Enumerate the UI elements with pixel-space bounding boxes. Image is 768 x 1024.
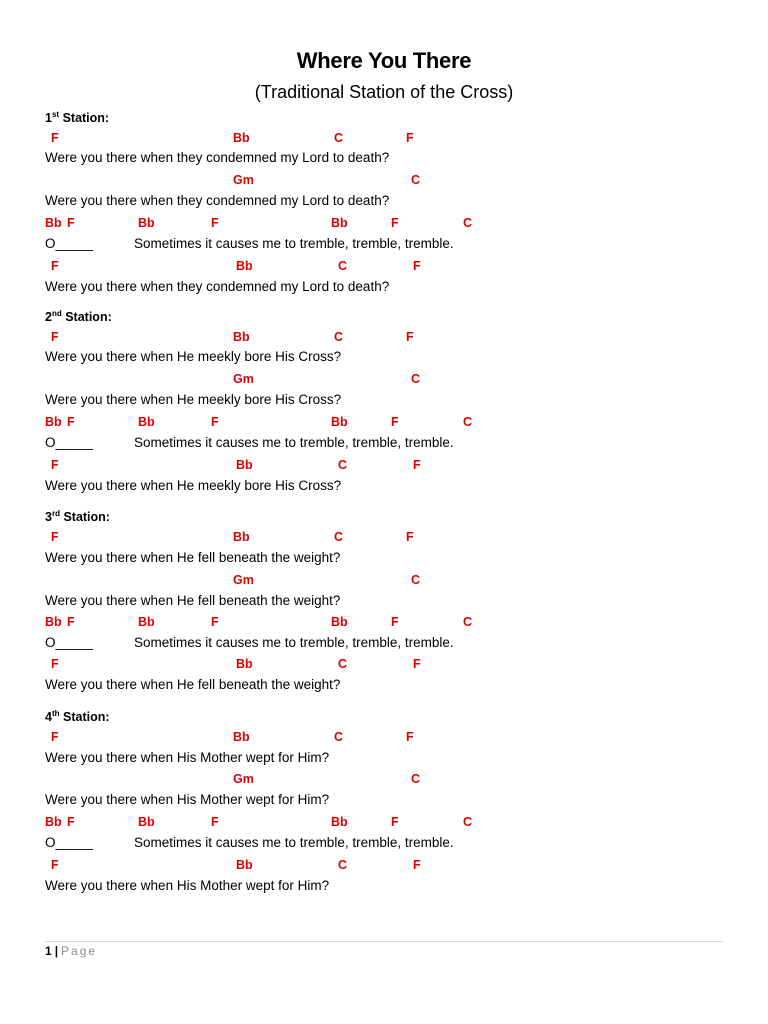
- chord: F: [51, 259, 59, 273]
- chord: Bb: [331, 216, 348, 230]
- chord: F: [413, 657, 421, 671]
- chord-line: [0, 458, 768, 474]
- chord: Bb: [331, 415, 348, 429]
- chord: Gm: [233, 173, 254, 187]
- lyric-line: Were you there when He meekly bore His Cross?: [45, 392, 342, 407]
- station-heading: 2nd Station:: [45, 309, 112, 324]
- refrain-line: O_____ Sometimes it causes me to tremble, tremble, tremble.: [45, 835, 454, 850]
- chord: C: [463, 615, 473, 629]
- chord: F: [211, 815, 219, 829]
- lyric-line: Were you there when His Mother wept for Him?: [45, 792, 330, 807]
- chord-line: [0, 415, 768, 431]
- chord: F: [406, 330, 414, 344]
- chord: F: [51, 458, 59, 472]
- chord: F: [391, 815, 399, 829]
- refrain-line: O_____ Sometimes it causes me to tremble, tremble, tremble.: [45, 435, 454, 450]
- chord-line: [0, 530, 768, 546]
- chord: Bb: [236, 259, 253, 273]
- chord: C: [463, 216, 473, 230]
- chord: F: [391, 415, 399, 429]
- page-footer: [45, 944, 97, 958]
- lyric-line: Were you there when He fell beneath the weight?: [45, 593, 341, 608]
- page-label: Page: [61, 944, 98, 958]
- chord: F: [211, 615, 219, 629]
- refrain-line: O_____ Sometimes it causes me to tremble, tremble, tremble.: [45, 635, 454, 650]
- chord-line: [0, 372, 768, 388]
- chord: Bb: [45, 415, 62, 429]
- chord: C: [334, 530, 344, 544]
- chord: C: [411, 372, 421, 386]
- footer-separator: |: [54, 944, 59, 958]
- station-heading: 3rd Station:: [45, 509, 110, 524]
- chord: Bb: [331, 815, 348, 829]
- chord: F: [413, 458, 421, 472]
- chord: Bb: [233, 330, 250, 344]
- chord: C: [463, 815, 473, 829]
- chord: F: [413, 858, 421, 872]
- chord-line: [0, 615, 768, 631]
- chord: C: [334, 131, 344, 145]
- chord-line: [0, 216, 768, 232]
- chord: Bb: [233, 131, 250, 145]
- station-heading: 1st Station:: [45, 110, 110, 125]
- chord: Bb: [45, 815, 62, 829]
- chord: F: [51, 330, 59, 344]
- chord: C: [334, 330, 344, 344]
- chord: C: [338, 858, 348, 872]
- chord: Gm: [233, 372, 254, 386]
- chord: F: [51, 730, 59, 744]
- chord: F: [406, 730, 414, 744]
- page-number: 1: [45, 944, 52, 958]
- lyric-line: Were you there when He meekly bore His Cross?: [45, 349, 342, 364]
- chord-line: [0, 657, 768, 673]
- chord: F: [51, 858, 59, 872]
- chord: F: [406, 131, 414, 145]
- lyric-line: Were you there when they condemned my Lord to death?: [45, 279, 390, 294]
- chord: F: [406, 530, 414, 544]
- chord: C: [338, 259, 348, 273]
- chord-line: [0, 858, 768, 874]
- chord: F: [391, 216, 399, 230]
- chord: Bb: [138, 615, 155, 629]
- chord: Bb: [138, 216, 155, 230]
- chord-line: [0, 815, 768, 831]
- chord: C: [338, 458, 348, 472]
- song-subtitle: (Traditional Station of the Cross): [254, 82, 514, 102]
- chord: Bb: [138, 815, 155, 829]
- lyric-line: Were you there when they condemned my Lord to death?: [45, 193, 390, 208]
- chord: F: [67, 415, 75, 429]
- chord: F: [67, 815, 75, 829]
- chord: F: [413, 259, 421, 273]
- chord-line: [0, 573, 768, 589]
- refrain-line: O_____ Sometimes it causes me to tremble, tremble, tremble.: [45, 236, 454, 251]
- chord-line: [0, 772, 768, 788]
- chord: C: [334, 730, 344, 744]
- chord-line: [0, 173, 768, 189]
- chord: C: [463, 415, 473, 429]
- chord: Bb: [236, 858, 253, 872]
- chord: F: [391, 615, 399, 629]
- chord: F: [67, 216, 75, 230]
- chord: C: [338, 657, 348, 671]
- chord: F: [67, 615, 75, 629]
- chord: Bb: [236, 458, 253, 472]
- lyric-line: Were you there when they condemned my Lord to death?: [45, 150, 390, 165]
- lyric-line: Were you there when His Mother wept for Him?: [45, 878, 330, 893]
- chord: F: [211, 415, 219, 429]
- chord: C: [411, 573, 421, 587]
- lyric-line: Were you there when He meekly bore His Cross?: [45, 478, 342, 493]
- lyric-line: Were you there when He fell beneath the weight?: [45, 677, 341, 692]
- chord: F: [51, 530, 59, 544]
- chord: Bb: [331, 615, 348, 629]
- chord: Bb: [45, 615, 62, 629]
- lyric-line: Were you there when He fell beneath the weight?: [45, 550, 341, 565]
- chord: F: [211, 216, 219, 230]
- chord: F: [51, 131, 59, 145]
- chord: Bb: [233, 730, 250, 744]
- lyric-line: Were you there when His Mother wept for Him?: [45, 750, 330, 765]
- chord: Gm: [233, 573, 254, 587]
- chord: Gm: [233, 772, 254, 786]
- chord: Bb: [138, 415, 155, 429]
- station-heading: 4th Station:: [45, 709, 110, 724]
- chord: C: [411, 173, 421, 187]
- footer-divider: [45, 941, 723, 942]
- chord-line: [0, 730, 768, 746]
- chord: Bb: [233, 530, 250, 544]
- chord: C: [411, 772, 421, 786]
- chord-line: [0, 259, 768, 275]
- chord: Bb: [45, 216, 62, 230]
- song-title: Where You There: [296, 48, 472, 73]
- chord: Bb: [236, 657, 253, 671]
- chord-line: [0, 330, 768, 346]
- chord: F: [51, 657, 59, 671]
- chord-line: [0, 131, 768, 147]
